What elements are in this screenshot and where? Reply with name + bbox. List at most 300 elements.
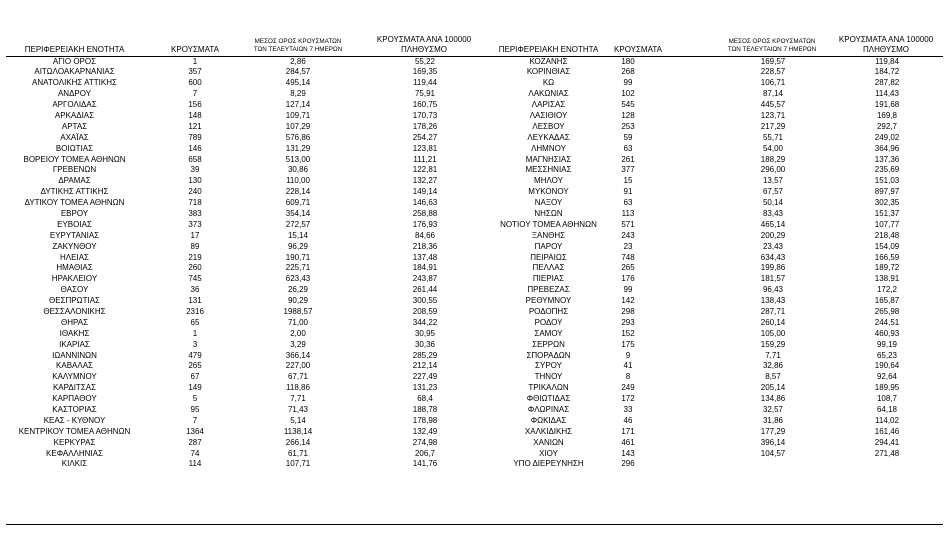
cases-left: 373 xyxy=(188,219,202,229)
per100k-left: 178,26 xyxy=(412,121,438,131)
region-name-right: ΧΑΛΚΙΔΙΚΗΣ xyxy=(524,426,573,436)
per100k-right: 191,68 xyxy=(874,100,900,110)
avg7-right: 83,43 xyxy=(762,208,784,218)
per100k-left: 261,44 xyxy=(412,285,438,295)
region-name-left: ΚΑΡΠΑΘΟΥ xyxy=(52,394,97,404)
avg7-left: 623,43 xyxy=(285,274,311,284)
cases-left: 149 xyxy=(188,383,202,393)
region-name-left: ΖΑΚΥΝΘΟΥ xyxy=(52,241,97,251)
cases-right: 176 xyxy=(621,274,635,284)
cases-left: 1364 xyxy=(186,426,204,436)
cases-left: 240 xyxy=(188,187,202,197)
header-region-right: ΠΕΡΙΦΕΡΕΙΑΚΗ ΕΝΟΤΗΤΑ xyxy=(498,45,599,54)
region-name-left: ΚΑΣΤΟΡΙΑΣ xyxy=(52,405,97,414)
per100k-left: 169,35 xyxy=(412,67,438,77)
region-name-right: ΛΑΣΙΘΙΟΥ xyxy=(529,110,568,120)
avg7-right: 287,71 xyxy=(760,306,786,316)
avg7-left: 228,14 xyxy=(285,187,311,197)
cases-left: 1 xyxy=(192,328,198,338)
per100k-left: 208,59 xyxy=(412,306,438,316)
avg7-left: 1138,14 xyxy=(283,426,313,436)
cases-left: 156 xyxy=(188,100,202,110)
region-name-left: ΗΛΕΙΑΣ xyxy=(60,252,89,262)
cases-right: 59 xyxy=(623,132,633,142)
cases-right: 113 xyxy=(621,208,635,218)
avg7-left: 7,71 xyxy=(290,394,306,404)
avg7-right: 177,29 xyxy=(760,426,786,436)
per100k-right: 265,98 xyxy=(874,306,900,316)
per100k-right: 897,97 xyxy=(874,187,900,197)
avg7-right: 32,57 xyxy=(762,405,784,414)
cases-right: 265 xyxy=(621,263,635,273)
avg7-right: 134,86 xyxy=(760,394,786,404)
cases-left: 89 xyxy=(190,241,200,251)
table-row xyxy=(0,285,949,296)
region-name-right: ΦΩΚΙΔΑΣ xyxy=(530,415,567,425)
header-avg7-right-line2: ΤΩΝ ΤΕΛΕΥΤΑΙΩΝ 7 ΗΜΕΡΩΝ xyxy=(727,46,817,53)
per100k-left: 132,27 xyxy=(412,176,438,186)
per100k-left: 119,44 xyxy=(413,78,437,88)
cases-right: 545 xyxy=(621,100,635,110)
per100k-right: 364,96 xyxy=(874,143,900,153)
table-row xyxy=(0,242,949,253)
cases-left: 219 xyxy=(188,252,202,262)
cases-right: 91 xyxy=(623,187,633,197)
per100k-left: 184,91 xyxy=(412,263,438,273)
region-name-right: ΧΑΝΙΩΝ xyxy=(533,437,564,447)
per100k-left: 218,36 xyxy=(412,241,438,251)
per100k-right: 235,69 xyxy=(874,165,900,175)
avg7-right: 199,86 xyxy=(760,263,786,273)
avg7-right: 138,43 xyxy=(760,296,786,306)
avg7-left: 284,57 xyxy=(285,67,311,77)
cases-left: 745 xyxy=(188,274,202,284)
per100k-left: 111,21 xyxy=(413,154,437,164)
region-name-right: ΧΙΟΥ xyxy=(539,448,558,458)
region-name-right: ΝΗΣΩΝ xyxy=(534,208,563,218)
table-row xyxy=(0,220,949,231)
per100k-left: 176,93 xyxy=(412,219,438,229)
per100k-right: 114,02 xyxy=(875,415,899,425)
cases-right: 253 xyxy=(621,121,635,131)
per100k-right: 165,87 xyxy=(874,296,900,306)
region-name-left: ΚΑΒΑΛΑΣ xyxy=(56,361,93,371)
table-row xyxy=(0,122,949,133)
table-row xyxy=(0,296,949,307)
region-name-right: ΤΗΝΟΥ xyxy=(534,372,563,382)
cases-right: 8 xyxy=(625,372,631,382)
cases-right: 748 xyxy=(621,252,635,262)
cases-left: 2316 xyxy=(186,306,204,316)
avg7-left: 609,71 xyxy=(285,198,311,208)
avg7-right: 159,29 xyxy=(760,339,786,349)
per100k-right: 294,41 xyxy=(874,437,900,447)
avg7-right: 7,71 xyxy=(765,350,781,360)
region-name-right: ΠΕΙΡΑΙΩΣ xyxy=(530,252,567,262)
per100k-right: 249,02 xyxy=(874,132,900,142)
region-name-right: ΣΕΡΡΩΝ xyxy=(532,339,565,349)
per100k-left: 132,49 xyxy=(412,426,438,436)
table-row xyxy=(0,405,949,416)
header-per100k-left-line1: ΚΡΟΥΣΜΑΤΑ ΑΝΑ 100000 xyxy=(376,35,472,44)
per100k-left: 274,98 xyxy=(412,437,438,447)
region-name-left: ΗΜΑΘΙΑΣ xyxy=(56,263,93,273)
avg7-left: 67,71 xyxy=(287,372,309,382)
avg7-right: 465,14 xyxy=(760,219,786,229)
region-name-left: ΚΕΝΤΡΙΚΟΥ ΤΟΜΕΑ ΑΘΗΝΩΝ xyxy=(18,426,131,436)
region-name-left: ΗΡΑΚΛΕΙΟΥ xyxy=(51,274,98,284)
cases-left: 383 xyxy=(188,208,202,218)
cases-left: 479 xyxy=(188,350,202,360)
region-name-left: ΘΕΣΠΡΩΤΙΑΣ xyxy=(49,296,100,306)
region-name-left: ΒΟΙΩΤΙΑΣ xyxy=(55,143,94,153)
table-row xyxy=(0,253,949,264)
cases-left: 5 xyxy=(192,394,198,404)
cases-left: 146 xyxy=(188,143,202,153)
region-name-left: ΓΡΕΒΕΝΩΝ xyxy=(52,165,97,175)
cases-left: 114 xyxy=(188,459,202,469)
table-row xyxy=(0,198,949,209)
cases-right: 15 xyxy=(623,176,633,186)
avg7-right: 123,71 xyxy=(760,110,786,120)
avg7-right: 181,57 xyxy=(760,274,786,284)
table-row xyxy=(0,133,949,144)
region-name-right: ΛΕΣΒΟΥ xyxy=(532,121,565,131)
cases-right: 99 xyxy=(623,78,633,88)
region-name-left: ΘΑΣΟΥ xyxy=(60,285,89,295)
header-cases-right: ΚΡΟΥΣΜΑΤΑ xyxy=(614,45,662,54)
cases-left: 3 xyxy=(192,339,198,349)
avg7-left: 110,00 xyxy=(286,176,310,186)
region-name-right: ΠΑΡΟΥ xyxy=(534,241,563,251)
avg7-right: 169,57 xyxy=(760,56,786,66)
header-per100k-right-line1: ΚΡΟΥΣΜΑΤΑ ΑΝΑ 100000 xyxy=(838,35,934,44)
bottom-divider xyxy=(6,524,943,525)
per100k-left: 160,75 xyxy=(412,100,438,110)
region-name-left: ΔΥΤΙΚΗΣ ΑΤΤΙΚΗΣ xyxy=(40,187,109,197)
cases-right: 243 xyxy=(621,230,635,240)
cases-left: 17 xyxy=(190,230,200,240)
cases-left: 357 xyxy=(188,67,202,77)
cases-left: 1 xyxy=(192,56,198,66)
region-name-right: ΠΙΕΡΙΑΣ xyxy=(532,274,565,284)
cases-right: 102 xyxy=(621,89,635,99)
header-avg7-left-line2: ΤΩΝ ΤΕΛΕΥΤΑΙΩΝ 7 ΗΜΕΡΩΝ xyxy=(253,46,343,53)
table-row xyxy=(0,351,949,362)
avg7-right: 23,43 xyxy=(762,241,784,251)
region-name-right: ΚΟΡΙΝΘΙΑΣ xyxy=(526,67,571,77)
cases-left: 121 xyxy=(188,121,202,131)
avg7-left: 118,86 xyxy=(286,383,310,393)
per100k-right: 138,91 xyxy=(874,274,900,284)
avg7-left: 1988,57 xyxy=(283,306,313,316)
cases-right: 63 xyxy=(623,198,633,208)
region-name-right: ΛΕΥΚΑΔΑΣ xyxy=(527,132,570,142)
per100k-left: 170,73 xyxy=(412,110,438,120)
region-name-left: ΑΓΙΟ ΟΡΟΣ xyxy=(52,56,97,66)
per100k-right: 151,03 xyxy=(874,176,900,186)
header-per100k-left-line2: ΠΛΗΘΥΣΜΟ xyxy=(400,44,448,54)
cases-right: 41 xyxy=(623,361,633,371)
per100k-right: 172,2 xyxy=(876,285,898,295)
per100k-right: 119,84 xyxy=(875,56,899,66)
per100k-right: 169,8 xyxy=(876,110,898,120)
per100k-right: 189,95 xyxy=(874,383,900,393)
table-row xyxy=(0,231,949,242)
cases-right: 46 xyxy=(623,415,633,425)
per100k-right: 184,72 xyxy=(874,67,900,77)
avg7-right: 217,29 xyxy=(760,121,786,131)
region-name-right: ΞΑΝΘΗΣ xyxy=(531,230,566,240)
avg7-right: 55,71 xyxy=(762,132,784,142)
region-name-left: ΕΒΡΟΥ xyxy=(60,208,89,218)
avg7-right: 634,43 xyxy=(760,252,786,262)
avg7-left: 5,14 xyxy=(290,415,306,425)
avg7-right: 106,71 xyxy=(760,78,786,88)
region-name-right: ΝΟΤΙΟΥ ΤΟΜΕΑ ΑΘΗΝΩΝ xyxy=(500,219,597,229)
avg7-left: 8,29 xyxy=(290,89,306,99)
region-name-left: ΑΝΑΤΟΛΙΚΗΣ ΑΤΤΙΚΗΣ xyxy=(32,78,117,88)
cases-right: 293 xyxy=(621,317,635,327)
region-name-left: ΘΗΡΑΣ xyxy=(60,317,89,327)
region-name-left: ΕΥΡΥΤΑΝΙΑΣ xyxy=(49,230,100,240)
region-name-right: ΜΕΣΣΗΝΙΑΣ xyxy=(525,165,572,175)
region-name-left: ΑΡΤΑΣ xyxy=(61,121,88,131)
per100k-right: 271,48 xyxy=(874,448,900,458)
table-row xyxy=(0,383,949,394)
table-row xyxy=(0,361,949,372)
cases-left: 718 xyxy=(188,198,202,208)
per100k-right: 114,43 xyxy=(875,89,899,99)
avg7-left: 354,14 xyxy=(285,208,311,218)
region-name-right: ΠΕΛΛΑΣ xyxy=(532,263,565,273)
cases-left: 600 xyxy=(188,78,202,88)
table-row xyxy=(0,78,949,89)
avg7-left: 107,29 xyxy=(285,121,311,131)
cases-right: 298 xyxy=(621,306,635,316)
cases-right: 180 xyxy=(621,56,635,66)
table-row xyxy=(0,274,949,285)
table-row xyxy=(0,209,949,220)
region-name-left: ΙΚΑΡΙΑΣ xyxy=(59,339,90,349)
region-name-left: ΚΕΡΚΥΡΑΣ xyxy=(53,437,96,447)
per100k-left: 243,87 xyxy=(412,274,438,284)
per100k-right: 107,77 xyxy=(874,219,900,229)
cases-right: 268 xyxy=(621,67,635,77)
per100k-left: 206,7 xyxy=(414,448,436,458)
table-row xyxy=(0,165,949,176)
per100k-left: 212,14 xyxy=(412,361,438,371)
avg7-right: 32,86 xyxy=(762,361,784,371)
per100k-left: 55,22 xyxy=(414,56,436,66)
cases-right: 296 xyxy=(621,459,635,469)
cases-right: 571 xyxy=(621,219,635,229)
table-row xyxy=(0,100,949,111)
avg7-right: 54,00 xyxy=(762,143,784,153)
per100k-right: 244,51 xyxy=(874,317,900,327)
region-name-left: ΑΡΚΑΔΙΑΣ xyxy=(54,110,95,120)
avg7-left: 272,57 xyxy=(285,219,311,229)
avg7-right: 96,43 xyxy=(762,285,784,295)
cases-left: 67 xyxy=(190,372,200,382)
cases-left: 148 xyxy=(188,110,202,120)
header-avg7-left-line1: ΜΕΣΟΣ ΟΡΟΣ ΚΡΟΥΣΜΑΤΩΝ xyxy=(254,38,342,45)
per100k-right: 218,48 xyxy=(874,230,900,240)
cases-right: 99 xyxy=(623,285,633,295)
cases-left: 95 xyxy=(190,405,200,414)
header-avg7-left xyxy=(248,38,348,54)
table-row xyxy=(0,144,949,155)
cases-right: 261 xyxy=(621,154,635,164)
cases-left: 265 xyxy=(188,361,202,371)
region-name-right: ΜΑΓΝΗΣΙΑΣ xyxy=(525,154,572,164)
per100k-right: 189,72 xyxy=(874,263,900,273)
avg7-left: 15,14 xyxy=(287,230,309,240)
region-name-left: ΑΙΤΩΛΟΑΚΑΡΝΑΝΙΑΣ xyxy=(34,67,115,77)
region-name-left: ΙΩΑΝΝΙΝΩΝ xyxy=(52,350,97,360)
table-row xyxy=(0,318,949,329)
table-row xyxy=(0,394,949,405)
table-row xyxy=(0,307,949,318)
per100k-left: 146,63 xyxy=(412,198,438,208)
cases-right: 152 xyxy=(621,328,635,338)
region-name-left: ΑΝΔΡΟΥ xyxy=(57,89,92,99)
avg7-left: 576,86 xyxy=(285,132,311,142)
cases-right: 171 xyxy=(621,426,635,436)
per100k-right: 460,93 xyxy=(874,328,900,338)
header-avg7-right xyxy=(712,38,832,54)
cases-left: 7 xyxy=(192,89,198,99)
avg7-right: 13,57 xyxy=(762,176,784,186)
region-name-right: ΝΑΞΟΥ xyxy=(534,198,563,208)
per100k-right: 92,64 xyxy=(876,372,898,382)
per100k-right: 108,7 xyxy=(876,394,898,404)
avg7-left: 190,71 xyxy=(285,252,311,262)
avg7-right: 228,57 xyxy=(760,67,786,77)
table-row xyxy=(0,111,949,122)
per100k-left: 300,55 xyxy=(412,296,438,306)
per100k-left: 30,95 xyxy=(414,328,436,338)
avg7-left: 2,86 xyxy=(290,56,306,66)
region-name-left: ΚΕΑΣ - ΚΥΘΝΟΥ xyxy=(43,415,106,425)
per100k-right: 137,36 xyxy=(874,154,900,164)
per100k-right: 190,64 xyxy=(874,361,900,371)
per100k-right: 302,35 xyxy=(874,198,900,208)
avg7-right: 205,14 xyxy=(760,383,786,393)
cases-left: 131 xyxy=(188,296,202,306)
table-row xyxy=(0,67,949,78)
region-name-right: ΣΥΡΟΥ xyxy=(535,361,562,371)
per100k-right: 151,37 xyxy=(874,208,900,218)
region-name-right: ΡΟΔΟΥ xyxy=(534,317,563,327)
per100k-left: 344,22 xyxy=(412,317,438,327)
header-avg7-right-line1: ΜΕΣΟΣ ΟΡΟΣ ΚΡΟΥΣΜΑΤΩΝ xyxy=(728,38,816,45)
avg7-left: 26,29 xyxy=(287,285,309,295)
cases-right: 143 xyxy=(621,448,635,458)
cases-left: 260 xyxy=(188,263,202,273)
region-name-left: ΚΑΡΔΙΤΣΑΣ xyxy=(52,383,97,393)
per100k-left: 285,29 xyxy=(412,350,438,360)
avg7-right: 200,29 xyxy=(760,230,786,240)
region-name-right: ΦΘΙΩΤΙΔΑΣ xyxy=(526,394,571,404)
avg7-right: 87,14 xyxy=(762,89,784,99)
per100k-left: 84,66 xyxy=(414,230,436,240)
table-body xyxy=(0,57,949,471)
avg7-right: 8,57 xyxy=(765,372,781,382)
cases-right: 128 xyxy=(621,110,635,120)
region-name-right: ΛΑΡΙΣΑΣ xyxy=(531,100,566,110)
table-row xyxy=(0,416,949,427)
region-name-right: ΜΥΚΟΝΟΥ xyxy=(528,187,569,197)
per100k-left: 68,4 xyxy=(417,394,433,404)
avg7-right: 396,14 xyxy=(760,437,786,447)
avg7-right: 31,86 xyxy=(762,415,784,425)
per100k-left: 178,98 xyxy=(412,415,438,425)
avg7-right: 105,00 xyxy=(760,328,786,338)
per100k-left: 30,36 xyxy=(414,339,436,349)
per100k-left: 188,78 xyxy=(412,405,438,414)
cases-left: 74 xyxy=(190,448,200,458)
avg7-left: 127,14 xyxy=(285,100,311,110)
per100k-left: 141,76 xyxy=(412,459,438,469)
per100k-left: 227,49 xyxy=(412,372,438,382)
cases-left: 7 xyxy=(192,415,198,425)
cases-left: 130 xyxy=(188,176,202,186)
header-cases-left: ΚΡΟΥΣΜΑΤΑ xyxy=(171,45,219,54)
cases-right: 33 xyxy=(623,405,633,414)
avg7-right: 445,57 xyxy=(760,100,786,110)
avg7-left: 90,29 xyxy=(287,296,309,306)
table-row xyxy=(0,57,949,68)
table-row xyxy=(0,329,949,340)
per100k-right: 154,09 xyxy=(874,241,900,251)
region-name-right: ΠΡΕΒΕΖΑΣ xyxy=(527,285,570,295)
region-name-right: ΣΠΟΡΑΔΩΝ xyxy=(526,350,571,360)
cases-right: 9 xyxy=(625,350,631,360)
table-row xyxy=(0,340,949,351)
region-name-right: ΡΟΔΟΠΗΣ xyxy=(528,306,569,316)
cases-left: 36 xyxy=(190,285,200,295)
per100k-right: 161,46 xyxy=(874,426,900,436)
cases-left: 65 xyxy=(190,317,200,327)
per100k-left: 149,14 xyxy=(412,187,438,197)
table-row xyxy=(0,263,949,274)
cases-right: 377 xyxy=(621,165,635,175)
cases-left: 39 xyxy=(190,165,200,175)
cases-right: 63 xyxy=(623,143,633,153)
table-row xyxy=(0,449,949,460)
per100k-left: 254,27 xyxy=(412,132,438,142)
avg7-left: 495,14 xyxy=(285,78,311,88)
cases-right: 23 xyxy=(623,241,633,251)
cases-right: 172 xyxy=(621,394,635,404)
region-name-left: ΒΟΡΕΙΟΥ ΤΟΜΕΑ ΑΘΗΝΩΝ xyxy=(23,154,126,164)
region-name-right: ΚΩ xyxy=(542,78,555,88)
table-row xyxy=(0,187,949,198)
cases-right: 175 xyxy=(621,339,635,349)
avg7-left: 2,00 xyxy=(290,328,306,338)
region-name-left: ΙΘΑΚΗΣ xyxy=(59,328,90,338)
table-row xyxy=(0,427,949,438)
per100k-left: 75,91 xyxy=(414,89,436,99)
avg7-right: 104,57 xyxy=(760,448,786,458)
header-per100k-right-line2: ΠΛΗΘΥΣΜΟ xyxy=(862,44,910,54)
per100k-right: 287,82 xyxy=(874,78,900,88)
region-name-left: ΑΡΓΟΛΙΔΑΣ xyxy=(52,100,97,110)
per100k-left: 258,88 xyxy=(412,208,438,218)
avg7-left: 366,14 xyxy=(285,350,311,360)
region-name-left: ΑΧΑΪΑΣ xyxy=(60,132,89,142)
